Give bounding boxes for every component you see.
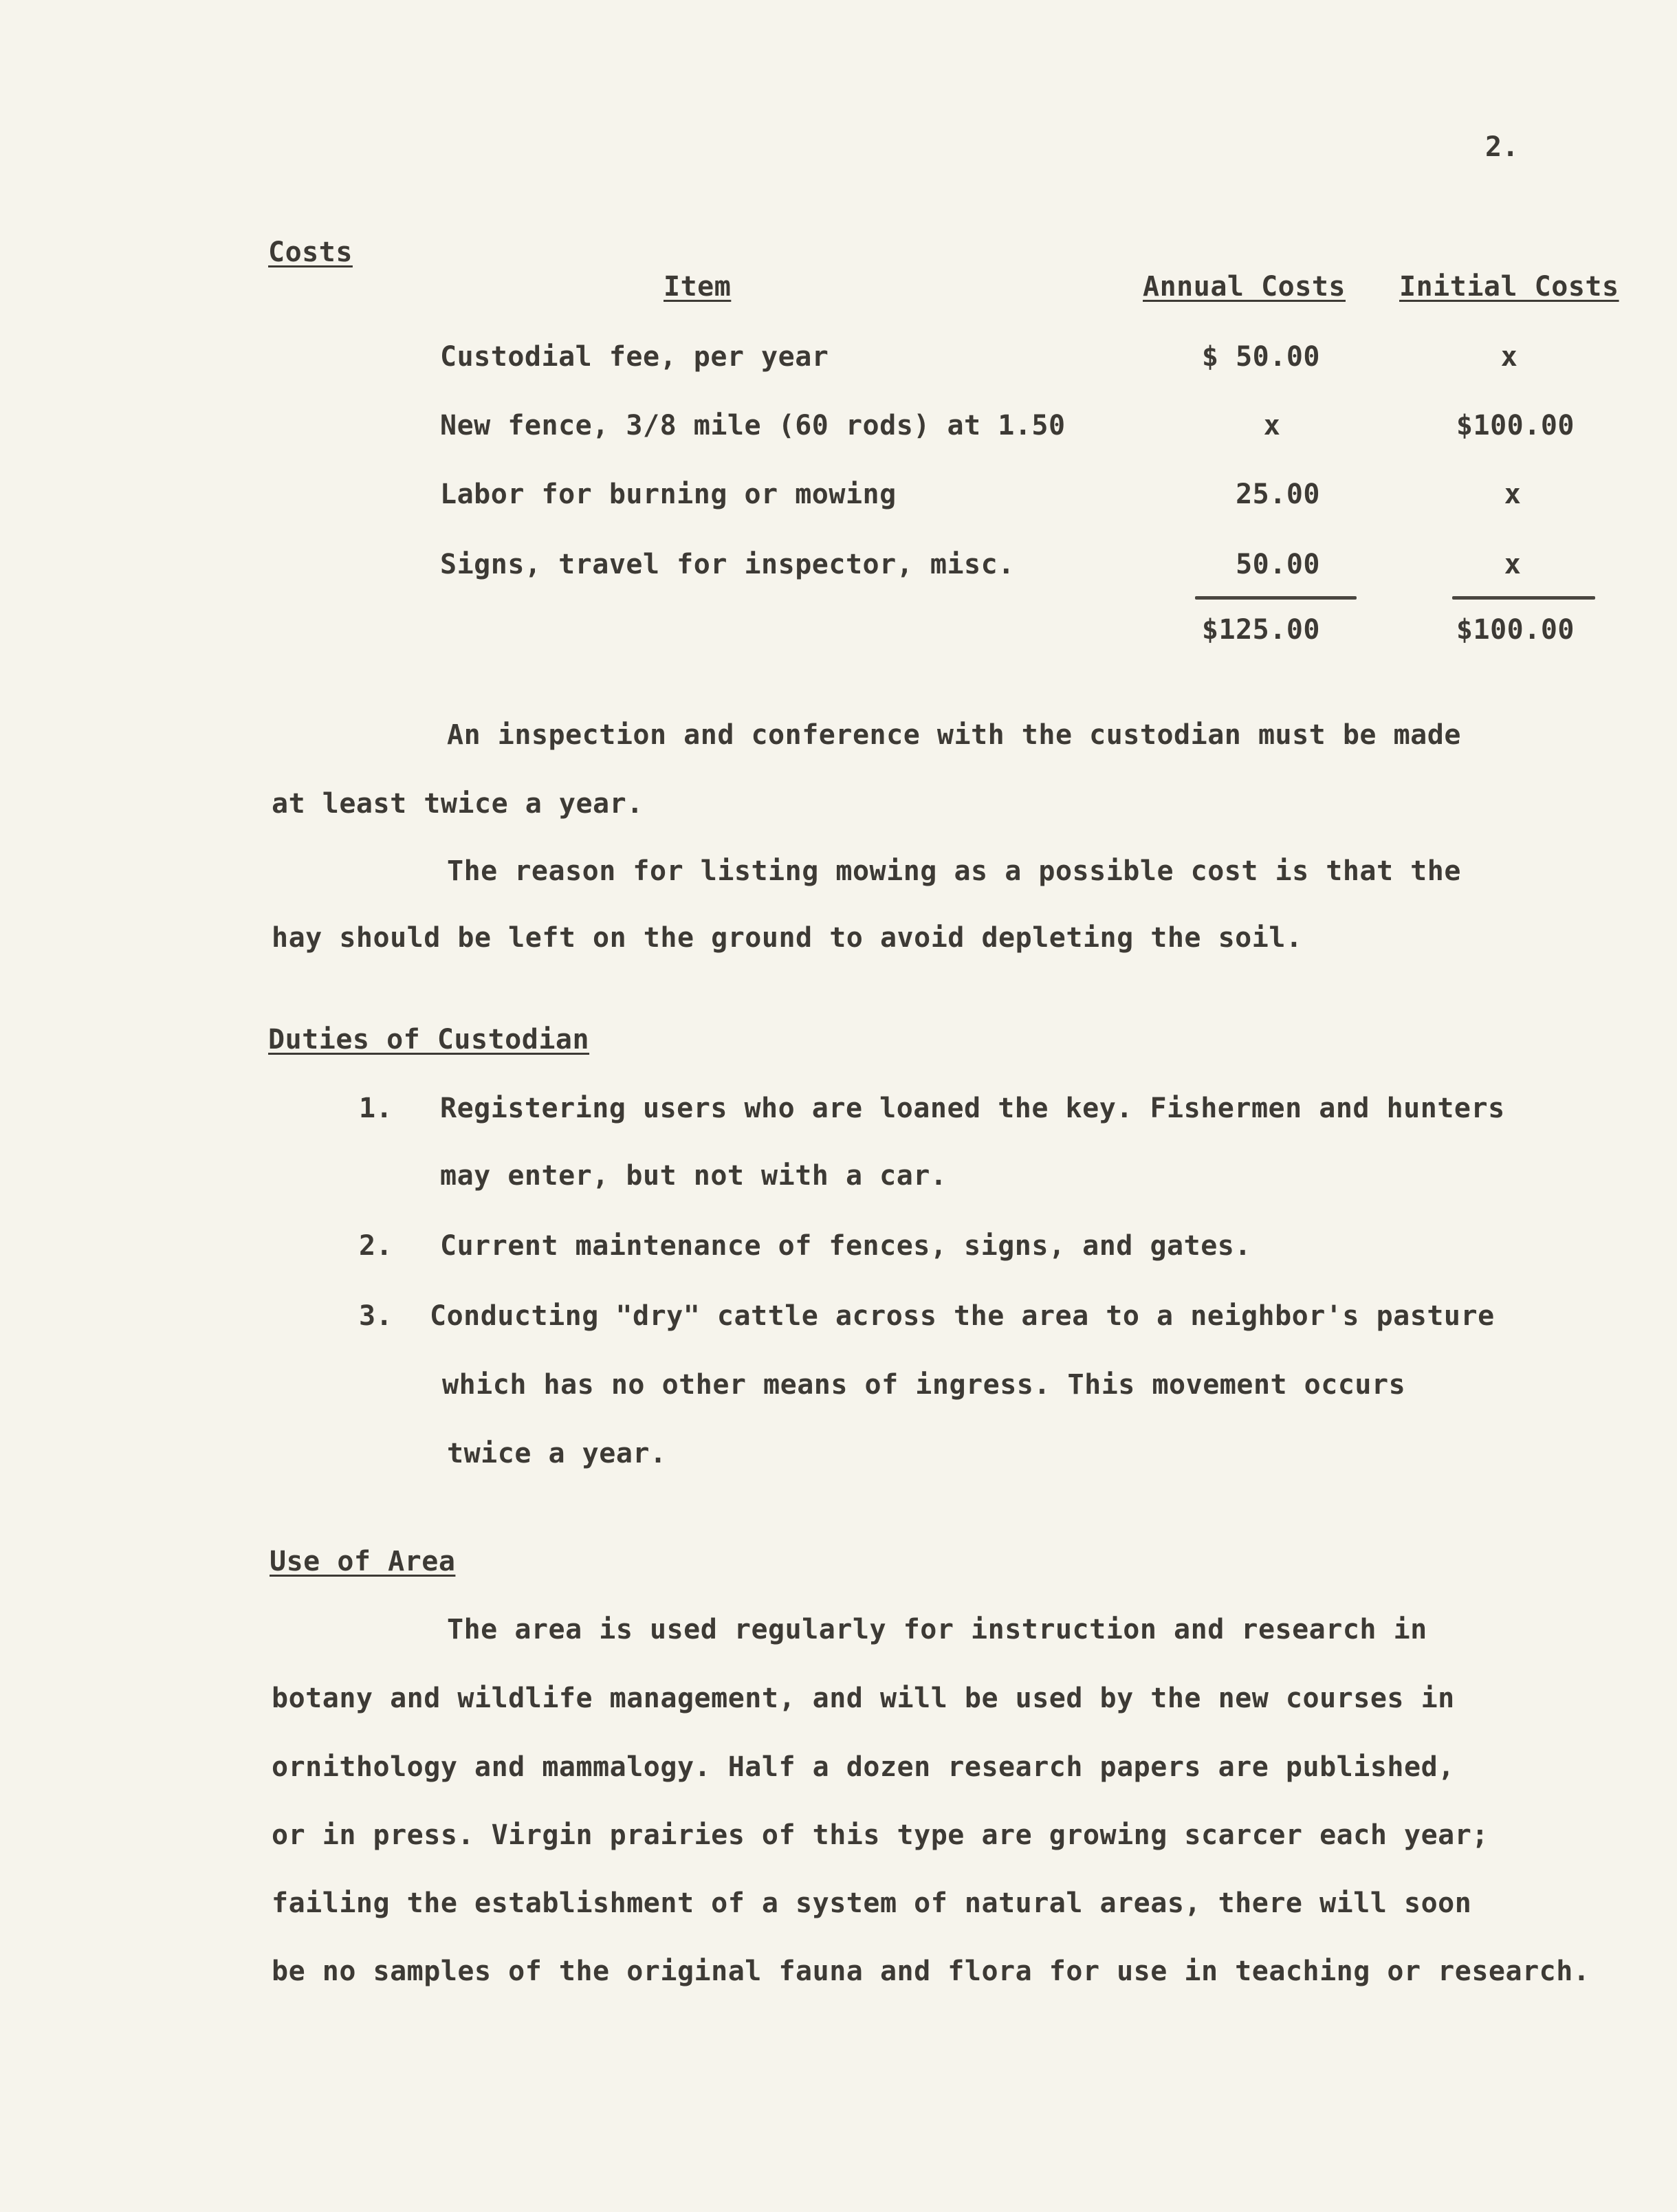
row-initial-cost: $100.00: [1456, 410, 1575, 441]
column-header-initial-costs: Initial Costs: [1399, 271, 1619, 303]
row-item: New fence, 3/8 mile (60 rods) at 1.50: [440, 410, 1066, 441]
list-item-line: may enter, but not with a car.: [440, 1160, 947, 1192]
paragraph-line: The reason for listing mowing as a possible cost is that the: [447, 855, 1461, 887]
list-item-line: twice a year.: [447, 1438, 667, 1469]
annual-total: $125.00: [1201, 614, 1320, 646]
row-annual-cost: 25.00: [1236, 479, 1320, 510]
column-header-annual-costs: Annual Costs: [1143, 271, 1346, 303]
paragraph-line: hay should be left on the ground to avoid depleting the soil.: [272, 922, 1303, 954]
duties-heading: Duties of Custodian: [268, 1024, 590, 1055]
paragraph-line: or in press. Virgin prairies of this type are growing scarcer each year;: [272, 1819, 1489, 1851]
list-item-number: 2.: [359, 1230, 393, 1262]
row-item: Labor for burning or mowing: [440, 479, 897, 510]
initial-total-rule: [1452, 596, 1595, 600]
list-item-line: which has no other means of ingress. This movement occurs: [442, 1369, 1406, 1401]
row-item: Signs, travel for inspector, misc.: [440, 549, 1015, 580]
list-item-line: Conducting "dry" cattle across the area to a neighbor's pasture: [430, 1300, 1495, 1332]
paragraph-line: botany and wildlife management, and will be used by the new courses in: [272, 1683, 1455, 1714]
costs-heading: Costs: [268, 237, 353, 268]
row-annual-cost: 50.00: [1236, 549, 1320, 580]
row-item: Custodial fee, per year: [440, 341, 829, 373]
paragraph-line: The area is used regularly for instruction and research in: [447, 1614, 1427, 1645]
page-number: 2.: [1485, 131, 1520, 163]
row-initial-cost: x: [1500, 341, 1518, 373]
paragraph-line: be no samples of the original fauna and flora for use in teaching or research.: [272, 1956, 1590, 1987]
paragraph-line: An inspection and conference with the custodian must be made: [447, 719, 1461, 751]
list-item-number: 3.: [359, 1300, 393, 1332]
list-item-line: Current maintenance of fences, signs, and gates.: [440, 1230, 1251, 1262]
list-item-number: 1.: [359, 1093, 393, 1124]
row-initial-cost: x: [1504, 549, 1522, 580]
initial-total: $100.00: [1456, 614, 1575, 646]
paragraph-line: ornithology and mammalogy. Half a dozen research papers are published,: [272, 1751, 1455, 1783]
annual-total-rule: [1195, 596, 1357, 600]
row-initial-cost: x: [1504, 479, 1522, 510]
paragraph-line: at least twice a year.: [272, 788, 644, 820]
row-annual-cost: $ 50.00: [1201, 341, 1320, 373]
list-item-line: Registering users who are loaned the key. Fishermen and hunters: [440, 1093, 1505, 1124]
use-of-area-heading: Use of Area: [270, 1546, 456, 1577]
row-annual-cost: x: [1263, 410, 1281, 441]
column-header-item: Item: [664, 271, 732, 303]
paragraph-line: failing the establishment of a system of natural areas, there will soon: [272, 1887, 1472, 1919]
